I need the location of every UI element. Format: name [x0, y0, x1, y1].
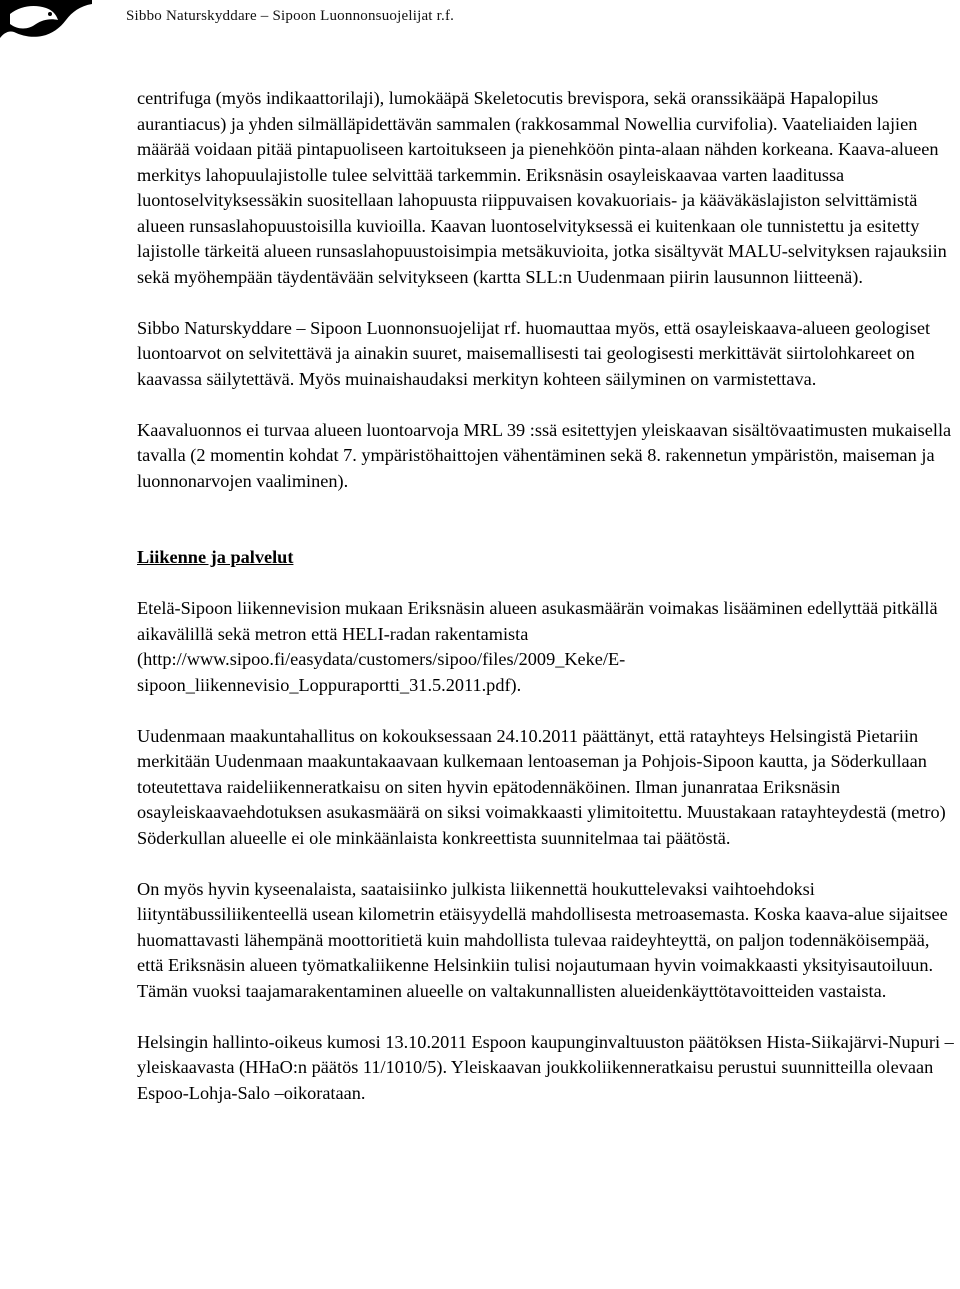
paragraph: On myös hyvin kyseenalaista, saataisiinko julkista liikennettä houkuttelevaksi vaihtoehdoksi liityntäbussiliikenteellä usean kilometrin etäisyydellä mahdollisesta metroasemasta. Koska kaava-alue sijaitsee huomattavasti lähempänä moottoritietä kuin mahdollista tulevaa raideyhteyttä, on paljon todennäköisempää, että Eriksnäsin alueen työmatkaliikenne Helsinkiin tulisi nojautumaan hyvin voimakkaasti yksityisautoiluun. Tämän vuoksi taajamarakentaminen alueelle on valtakunnallisten alueidenkäyttötavoitteiden vastaista.: [137, 878, 948, 1001]
page-header: [0, 0, 960, 50]
section-heading: Liikenne ja palvelut: [137, 547, 294, 567]
paragraph: Helsingin hallinto-oikeus kumosi 13.10.2011 Espoon kaupunginvaltuuston päätöksen Hista-Siikajärvi-Nupuri –yleiskaavasta (HHaO:n päätös 11/1010/5). Yleiskaavan joukkoliikenneratkaisu perustui suunnitteilla olevaan Espoo-Lohja-Salo –oikorataan.: [137, 1031, 954, 1103]
bird-logo-icon: [0, 0, 92, 48]
paragraph: Sibbo Naturskyddare – Sipoon Luonnonsuojelijat rf. huomauttaa myös, että osayleiskaava-alueen geologiset luontoarvot on selvitettävä ja ainakin suuret, maisemallisesti tai geologisesti merkittävät siirtolohkareet on kaavassa säilytettävä. Myös muinaishaudaksi merkityn kohteen säilyminen on varmistettava.: [137, 317, 931, 389]
paragraph: Uudenmaan maakuntahallitus on kokouksessaan 24.10.2011 päättänyt, että ratayhteys Helsingistä Pietariin merkitään Uudenmaan maakuntakaavaan kulkemaan lentoaseman ja Pohjois-Sipoon kautta, ja Söderkullaan toteutettava raideliikenneratkaisu on siten hyvin epätodennäköinen. Ilman junanrataa Eriksnäsin osayleiskaavaehdotuksen asukasmäärä on siksi voimakkaasti ylimitoitettu. Muustakaan ratayhteydestä (metro) Söderkullan alueelle ei ole minkäänlaista konkreettista suunnitelmaa tai päätöstä.: [137, 725, 946, 848]
paragraph: centrifuga (myös indikaattorilaji), lumokääpä Skeletocutis brevispora, sekä oranssikääpä Hapalopilus aurantiacus) ja yhden silmälläpidettävän sammalen (rakkosammal Nowellia curvifolia). Vaateliaiden lajien määrää voidaan pitää pintapuoliseen kartoitukseen ja pienehköön pinta-alaan nähden korkeana. Kaava-alueen merkitys lahopuulajistolle tulee selvittää tarkemmin. Eriksnäsin osayleiskaavaa varten laaditussa luontoselvityksessäkin suositellaan lahopuusta riippuvaisen kovakuoriais- ja kääväkäslajiston selvittämistä alueen runsaslahopuustoisilla kuvioilla. Kaavan luontoselvityksessä ei kuitenkaan ole tunnistettu ja esitetty lajistolle tärkeitä alueen runsaslahopuustoisimpia metsäkuvioita, jotka sisältyvät MALU-selvityksen rajauksiin sekä myöhempään täydentävään selvitykseen (kartta SLL:n Uudenmaan piirin lausunnon liitteenä).: [137, 88, 947, 287]
paragraph: Etelä-Sipoon liikennevision mukaan Eriksnäsin alueen asukasmäärän voimakas lisääminen edellyttää pitkällä aikavälillä sekä metron että HELI-radan rakentamista (http://www.sipoo.fi/easydata/customers/sipoo/files/2009_Keke/E-sipoon_liikennevisio_Loppuraportti_31.5.2011.pdf).: [137, 598, 938, 695]
document-body: [137, 86, 957, 1132]
organization-name: Sibbo Naturskyddare – Sipoon Luonnonsuojelijat r.f.: [126, 8, 455, 24]
paragraph: Kaavaluonnos ei turvaa alueen luontoarvoja MRL 39 :ssä esitettyjen yleiskaavan sisältövaatimusten mukaisella tavalla (2 momentin kohdat 7. ympäristöhaittojen vähentäminen sekä 8. rakennetun ympäristön, maiseman ja luonnonarvojen vaaliminen).: [137, 419, 952, 491]
